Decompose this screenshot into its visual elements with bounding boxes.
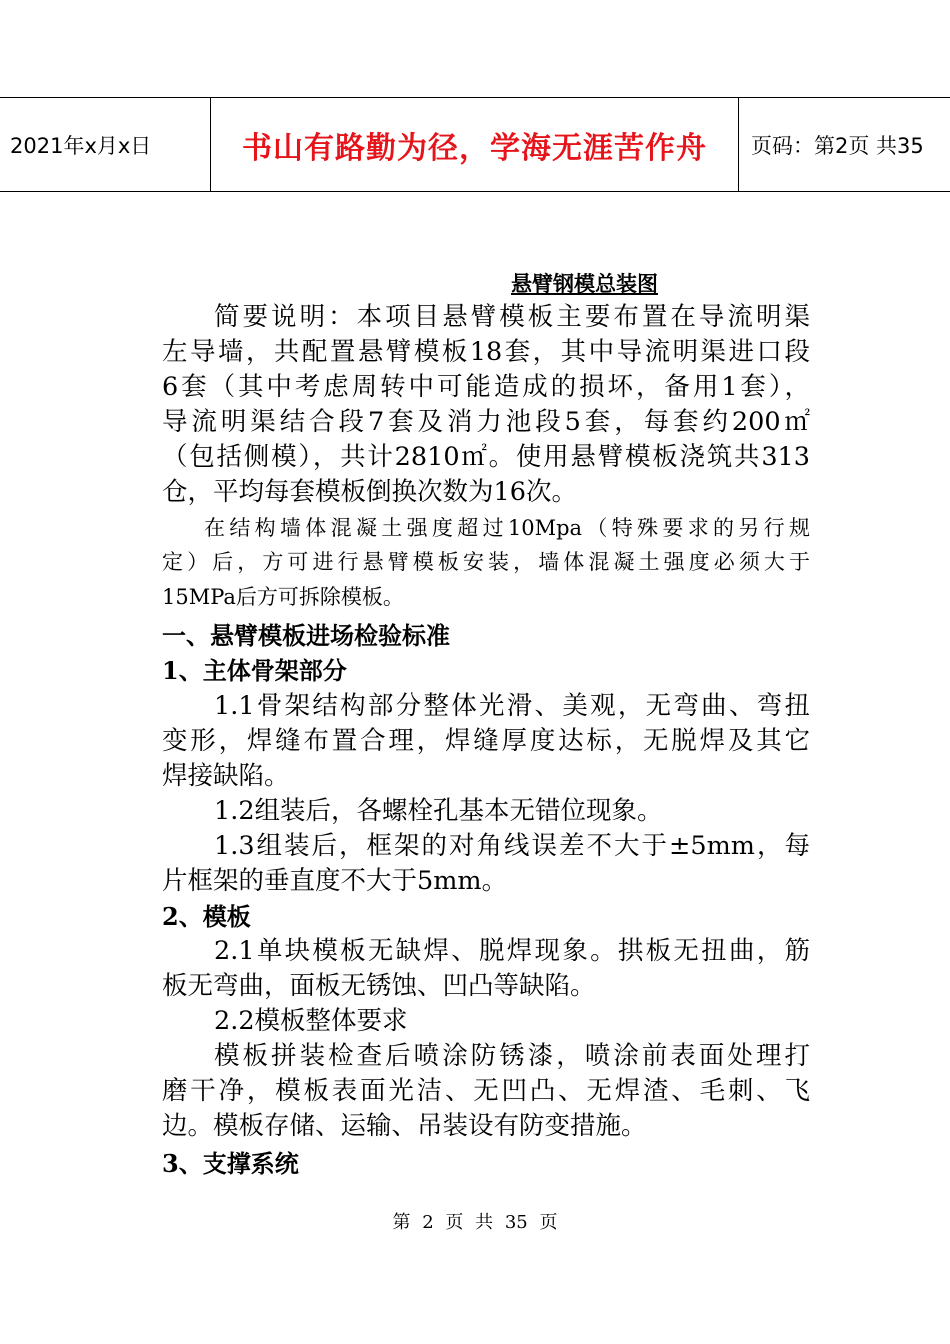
strength-line: 在结构墙体混凝土强度超过10Mpa（特殊要求的另行规 xyxy=(204,516,810,540)
intro-line: 仓，平均每套模板倒换次数为16次。 xyxy=(162,477,577,507)
item-line: 2.1单块模板无缺焊、脱焊现象。拱板无扭曲，筋 xyxy=(214,936,810,966)
intro-line: 左导墙，共配置悬臂模板18套，其中导流明渠进口段 xyxy=(162,337,810,367)
page-header xyxy=(0,97,950,192)
page-footer: 第 2 页 共 35 页 xyxy=(392,1212,558,1233)
item-line: 1.3组装后，框架的对角线误差不大于±5mm，每 xyxy=(214,831,810,861)
item-line: 片框架的垂直度不大于5mm。 xyxy=(162,866,508,896)
item-line: 1.1骨架结构部分整体光滑、美观，无弯曲、弯扭 xyxy=(214,691,810,721)
intro-line: 导流明渠结合段7套及消力池段5套，每套约200㎡ xyxy=(162,407,810,437)
subsection-heading: 1、主体骨架部分 xyxy=(162,656,347,685)
strength-line: 定）后，方可进行悬臂模板安装，墙体混凝土强度必须大于 xyxy=(162,550,810,574)
header-motto: 书山有路勤为径，学海无涯苦作舟 xyxy=(211,98,739,191)
item-line: 磨干净，模板表面光洁、无凹凸、无焊渣、毛刺、飞 xyxy=(162,1076,810,1106)
intro-line: （包括侧模），共计2810㎡。使用悬臂模板浇筑共313 xyxy=(162,442,810,472)
header-page-number: 页码：第2页 共35 xyxy=(751,133,924,158)
item-line: 板无弯曲，面板无锈蚀、凹凸等缺陷。 xyxy=(162,971,596,1001)
item-line: 模板拼装检查后喷涂防锈漆，喷涂前表面处理打 xyxy=(214,1041,810,1071)
item-line: 焊接缺陷。 xyxy=(162,761,290,791)
subsection-heading: 3、支撑系统 xyxy=(162,1149,299,1178)
document-title: 悬臂钢模总装图 xyxy=(511,271,658,296)
intro-line: 简要说明：本项目悬臂模板主要布置在导流明渠 xyxy=(214,302,810,332)
header-date: 2021年x月x日 xyxy=(0,98,211,191)
section-heading: 一、悬臂模板进场检验标准 xyxy=(162,621,450,650)
item-line: 1.2组装后，各螺栓孔基本无错位现象。 xyxy=(214,796,663,826)
item-line: 变形，焊缝布置合理，焊缝厚度达标，无脱焊及其它 xyxy=(162,726,810,756)
item-line: 2.2模板整体要求 xyxy=(214,1006,408,1036)
strength-line: 15MPa后方可拆除模板。 xyxy=(162,585,404,609)
item-line: 边。模板存储、运输、吊装设有防变措施。 xyxy=(162,1111,647,1141)
subsection-heading: 2、模板 xyxy=(162,902,251,931)
intro-line: 6套（其中考虑周转中可能造成的损坏，备用1套）， xyxy=(162,372,810,402)
